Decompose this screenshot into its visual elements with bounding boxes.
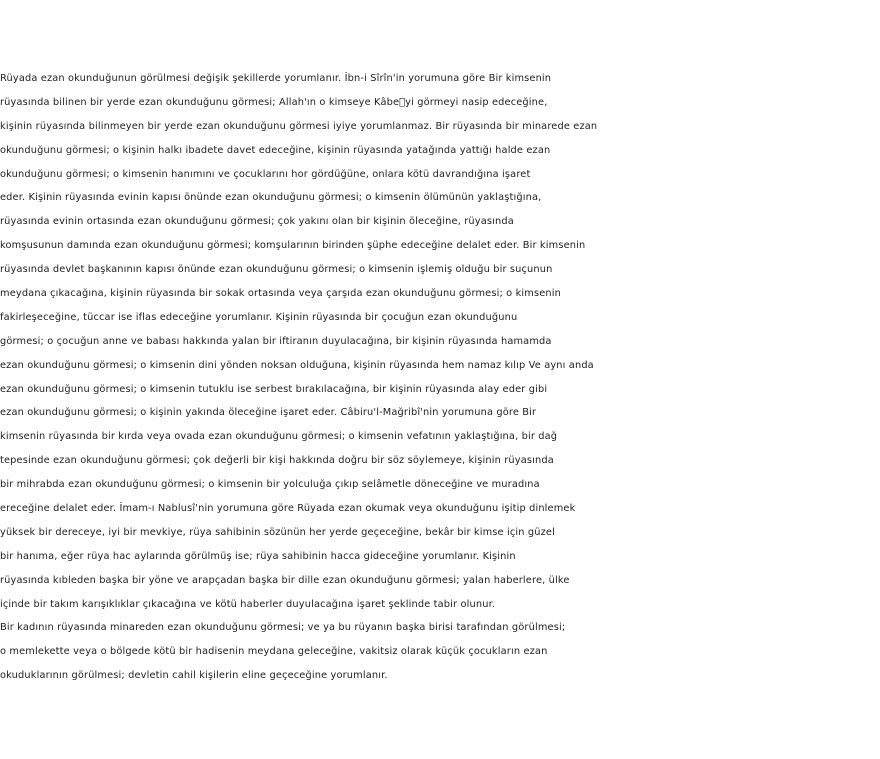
text-line: rüyasında bilinen bir yerde ezan okunduğunu görmesi; Allah'ın o kimseye Kâbe yi görmeyi nasip edeceğine,: [0, 96, 548, 108]
text-line: komşusunun damında ezan okunduğunu görmesi; komşularının birinden şüphe edeceğine delalet eder. Bir kimsenin: [0, 240, 586, 252]
text-line: içinde bir takım karışıklıklar çıkacağına ve kötü haberler duyulacağına işaret şeklinde tabir olunur.: [0, 598, 496, 610]
text-line: yüksek bir dereceye, iyi bir mevkiye, rüya sahibinin sözünün her yerde geçeceğine, bekâr bir kimse için güzel: [0, 526, 555, 538]
text-line: tepesinde ezan okunduğunu görmesi; çok değerli bir kişi hakkında doğru bir söz söylemeye, kişinin rüyasında: [0, 455, 554, 467]
text-line: eder. Kişinin rüyasında evinin kapısı önünde ezan okunduğunu görmesi; o kimsenin ölümünün yaklaştığına,: [0, 192, 542, 204]
text-line: okuduklarının görülmesi; devletin cahil kişilerin eline geçeceğine yorumlanır.: [0, 670, 388, 682]
text-line: okunduğunu görmesi; o kişinin halkı ibadete davet edeceğine, kişinin rüyasında yatağında yattığı halde ezan: [0, 144, 551, 156]
text-line: okunduğunu görmesi; o kimsenin hanımını ve çocuklarını hor gördüğüne, onlara kötü davrandığına işaret: [0, 168, 531, 180]
text-line: ereceğine delalet eder. İmam-ı Nablusî'nin yorumuna göre Rüyada ezan okumak veya okunduğunu işitip dinlemek: [0, 503, 576, 515]
text-line: bir hanıma, eğer rüya hac aylarında görülmüş ise; rüya sahibinin hacca gideceğine yorumlanır. Kişinin: [0, 550, 516, 562]
text-line: görmesi; o çocuğun anne ve babası hakkında yalan bir iftiranın duyulacağına, bir kişinin rüyasında hamamda: [0, 335, 552, 347]
text-line: bir mihrabda ezan okunduğunu görmesi; o kimsenin bir yolculuğa çıkıp selâmetle döneceğine ve muradına: [0, 479, 540, 491]
text-line: kişinin rüyasında bilinmeyen bir yerde ezan okunduğunu görmesi iyiye yorumlanmaz. Bir rüyasında bir minarede ezan: [0, 120, 598, 132]
text-line: ezan okunduğunu görmesi; o kişinin yakında öleceğine işaret eder. Câbiru'l-Mağribî'nin yorumuna göre Bir: [0, 407, 537, 419]
article-body: [0, 67, 880, 688]
text-line: meydana çıkacağına, kişinin rüyasında bir sokak ortasında veya çarşıda ezan okunduğunu görmesi; o kimsenin: [0, 288, 561, 300]
text-line: fakirleşeceğine, tüccar ise iflas edeceğine yorumlanır. Kişinin rüyasında bir çocuğun ezan okunduğunu: [0, 311, 518, 323]
text-line: Bir kadının rüyasında minareden ezan okunduğunu görmesi; ve ya bu rüyanın başka birisi tarafından görülmesi;: [0, 622, 566, 634]
text-line: o memlekette veya o bölgede kötü bir hadisenin meydana geleceğine, vakitsiz olarak küçük çocukların ezan: [0, 646, 548, 658]
text-line: rüyasında evinin ortasında ezan okunduğunu görmesi; çok yakını olan bir kişinin öleceğine, rüyasında: [0, 216, 514, 228]
text-line: ezan okunduğunu görmesi; o kimsenin dini yönden noksan olduğuna, kişinin rüyasında hem namaz kılıp Ve aynı anda: [0, 359, 594, 371]
text-line: Rüyada ezan okunduğunun görülmesi değişik şekillerde yorumlanır. İbn-i Sîrîn'in yorumuna göre Bir kimsenin: [0, 73, 552, 84]
text-line: kimsenin rüyasında bir kırda veya ovada ezan okunduğunu görmesi; o kimsenin vefatının yaklaştığına, bir dağ: [0, 431, 558, 443]
text-line: rüyasında kıbleden başka bir yöne ve arapçadan başka bir dille ezan okunduğunu görmesi; yalan haberlere, ülke: [0, 574, 570, 586]
text-line: ezan okunduğunu görmesi; o kimsenin tutuklu ise serbest bırakılacağına, bir kişinin rüyasında alay eder gibi: [0, 383, 548, 395]
text-line: rüyasında devlet başkanının kapısı önünde ezan okunduğunu görmesi; o kimsenin işlemiş olduğu bir suçunun: [0, 264, 553, 276]
